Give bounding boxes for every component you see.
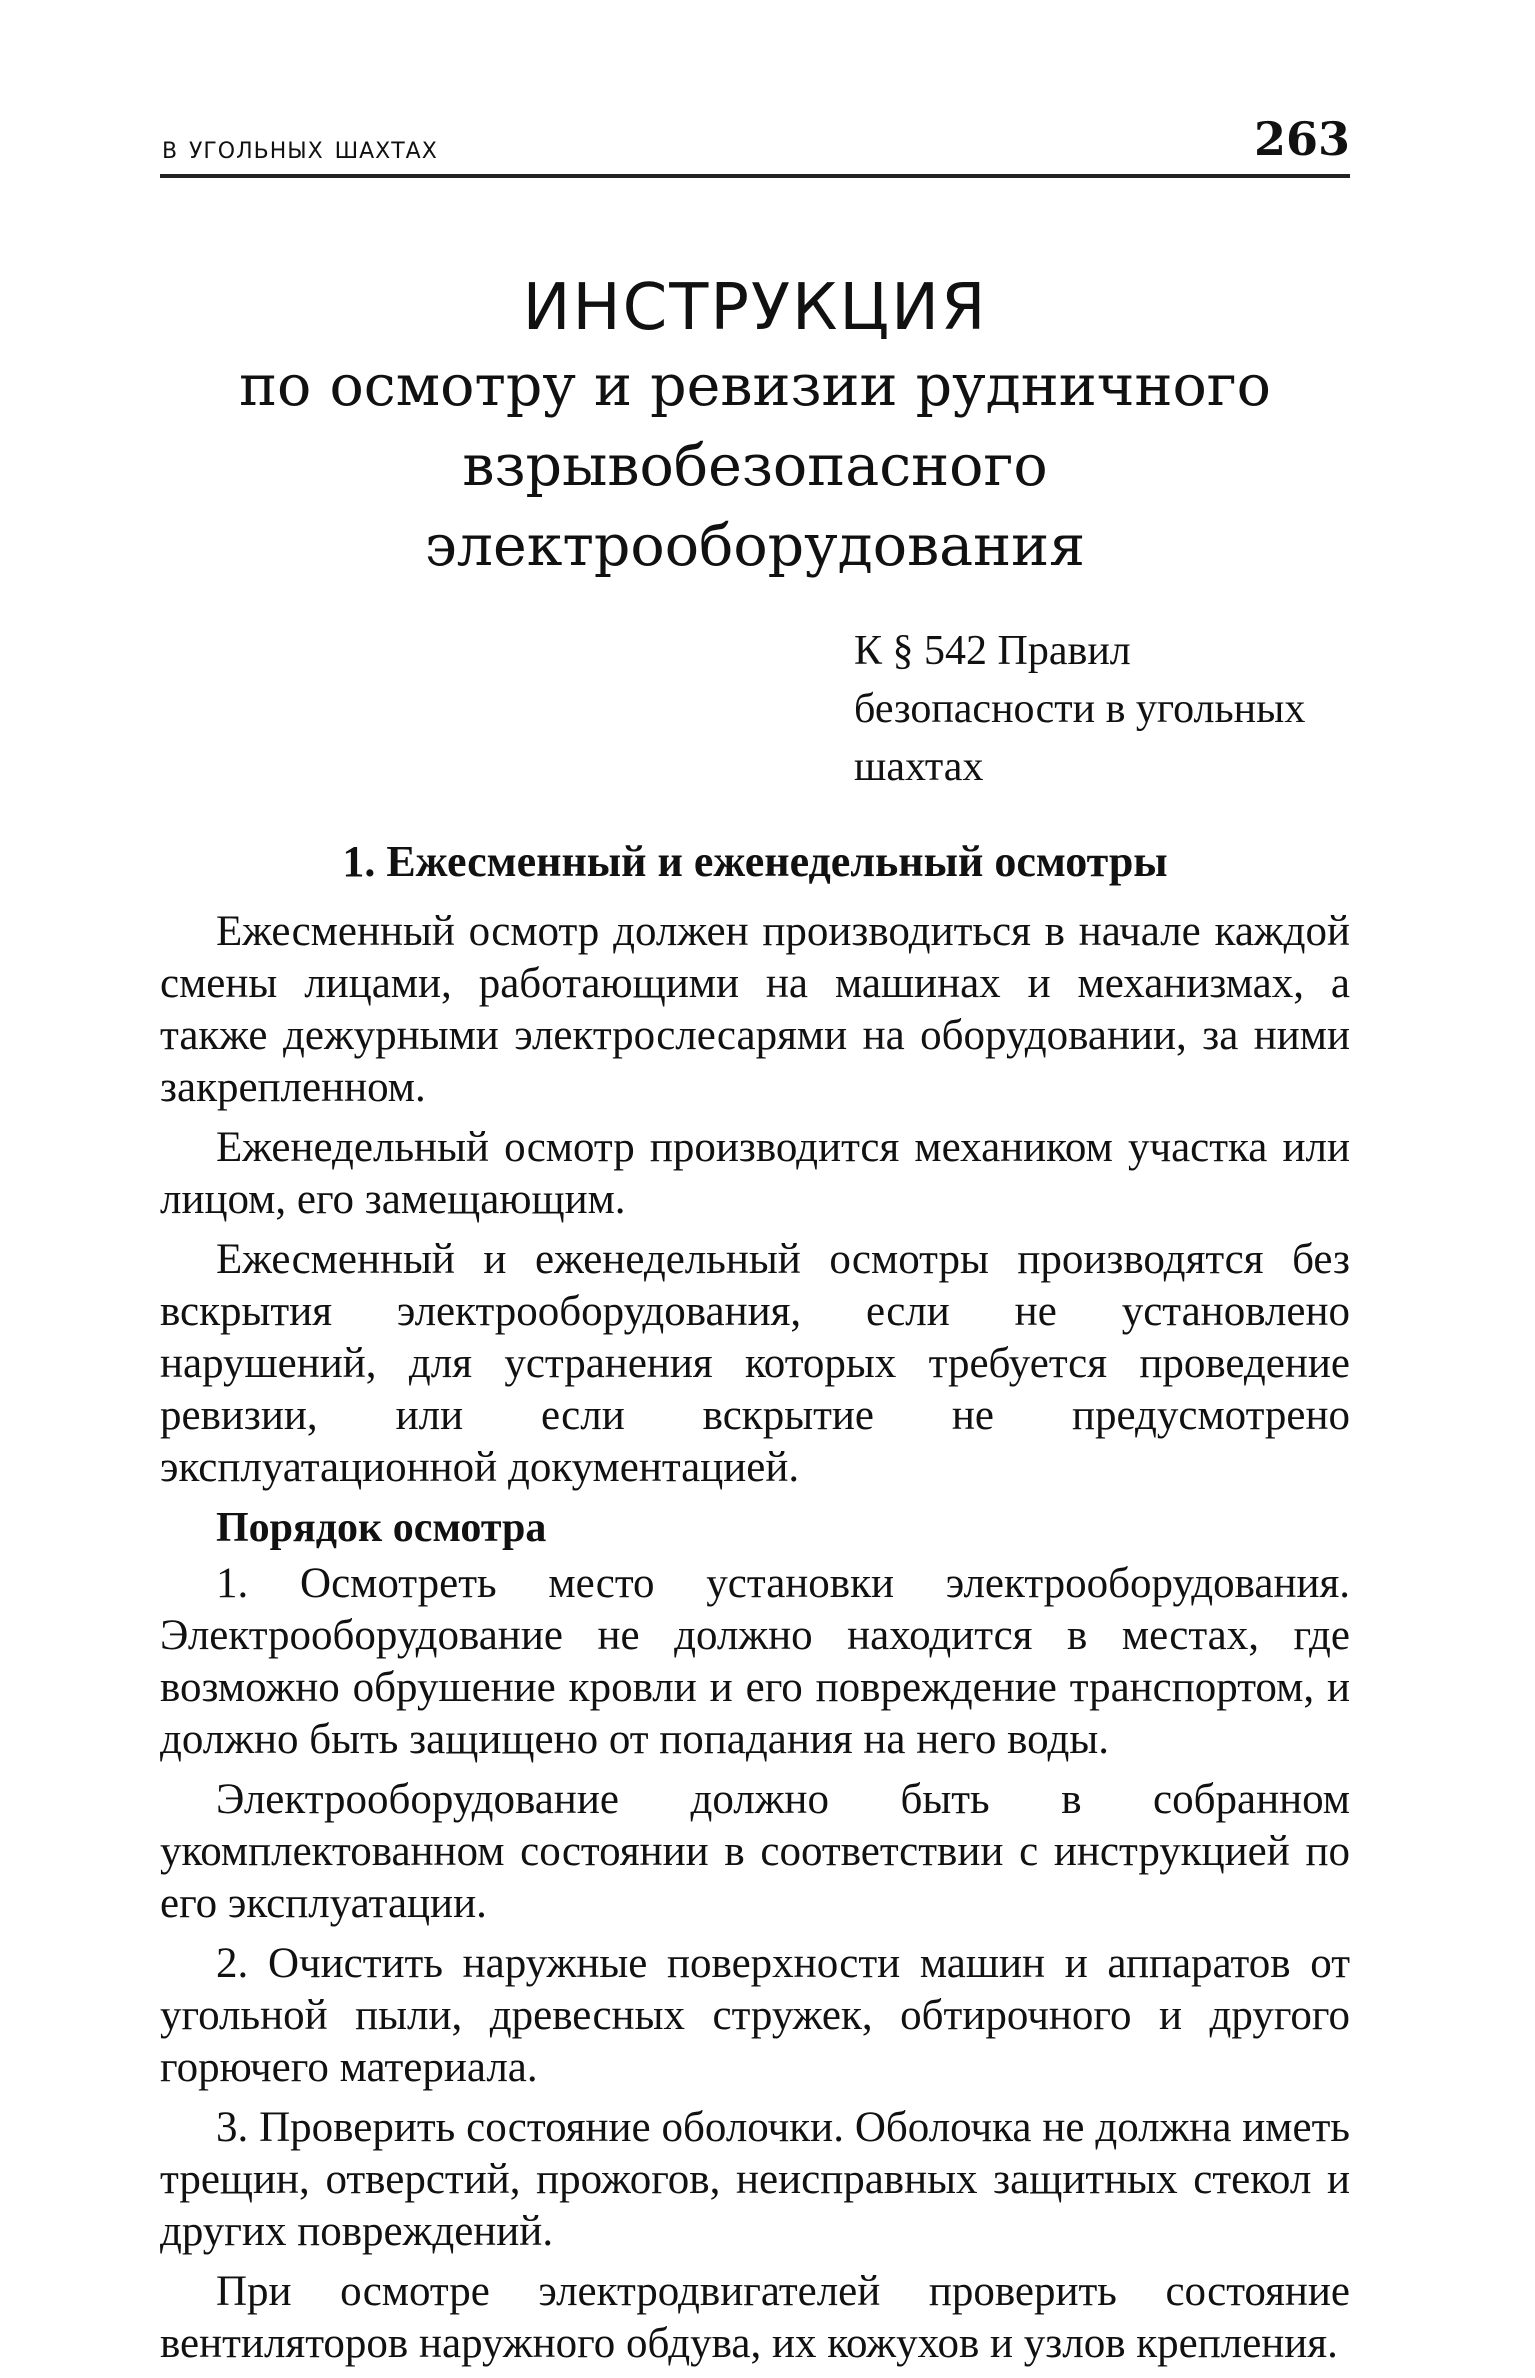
procedure-step: 1. Осмотреть место установки электрооборудования. Электрооборудование не должно находится в местах, где возможно обрушение кровли и его повреждение транспортом, и должно быть защищено от попадания на него воды.: [160, 1560, 1350, 1763]
paragraph: Ежесменный и еженедельный осмотры производятся без вскрытия электрооборудования, если не установлено нарушений, для устранения которых требуется проведение ревизии, или если вскрытие не предусмотрено эксплуатационной документацией.: [160, 1236, 1350, 1491]
paragraph: Еженедельный осмотр производится механиком участка или лицом, его замещающим.: [160, 1124, 1350, 1223]
page-number: 263: [1253, 112, 1350, 166]
procedure-step: 2. Очистить наружные поверхности машин и аппаратов от угольной пыли, древесных стружек, обтирочного и другого горючего материала.: [160, 1940, 1350, 2091]
header-rule: [160, 174, 1350, 178]
paragraph: Ежесменный осмотр должен производиться в начале каждой смены лицами, работающими на машинах и механизмах, а также дежурными электрослесарями на оборудовании, за ними закрепленном.: [160, 908, 1350, 1111]
procedure-note: При осмотре электродвигателей проверить состояние вентиляторов наружного обдува, их кожухов и узлов крепления.: [160, 2268, 1350, 2367]
title-block: [160, 270, 1350, 586]
procedure-note: Электрооборудование должно быть в собранном укомплектованном состоянии в соответствии с инструкцией по его эксплуатации.: [160, 1776, 1350, 1927]
document-title: ИНСТРУКЦИЯ: [522, 271, 988, 345]
document-subtitle-line: электрооборудования: [424, 513, 1086, 579]
procedure-step: 3. Проверить состояние оболочки. Оболочка не должна иметь трещин, отверстий, прожогов, неисправных защитных стекол и других повреждений.: [160, 2104, 1350, 2255]
procedure-subheading: Порядок осмотра: [216, 1505, 547, 1551]
section-heading: 1. Ежесменный и еженедельный осмотры: [342, 837, 1168, 886]
book-page: [160, 100, 1350, 2378]
running-header: [160, 100, 1350, 178]
document-subtitle-line: взрывобезопасного: [462, 433, 1048, 499]
document-subtitle-line: по осмотру и ревизии рудничного: [239, 353, 1271, 419]
running-title: в угольных шахтах: [162, 130, 438, 166]
epigraph-reference: К § 542 Правил безопасности в угольных шахтах: [854, 628, 1306, 790]
